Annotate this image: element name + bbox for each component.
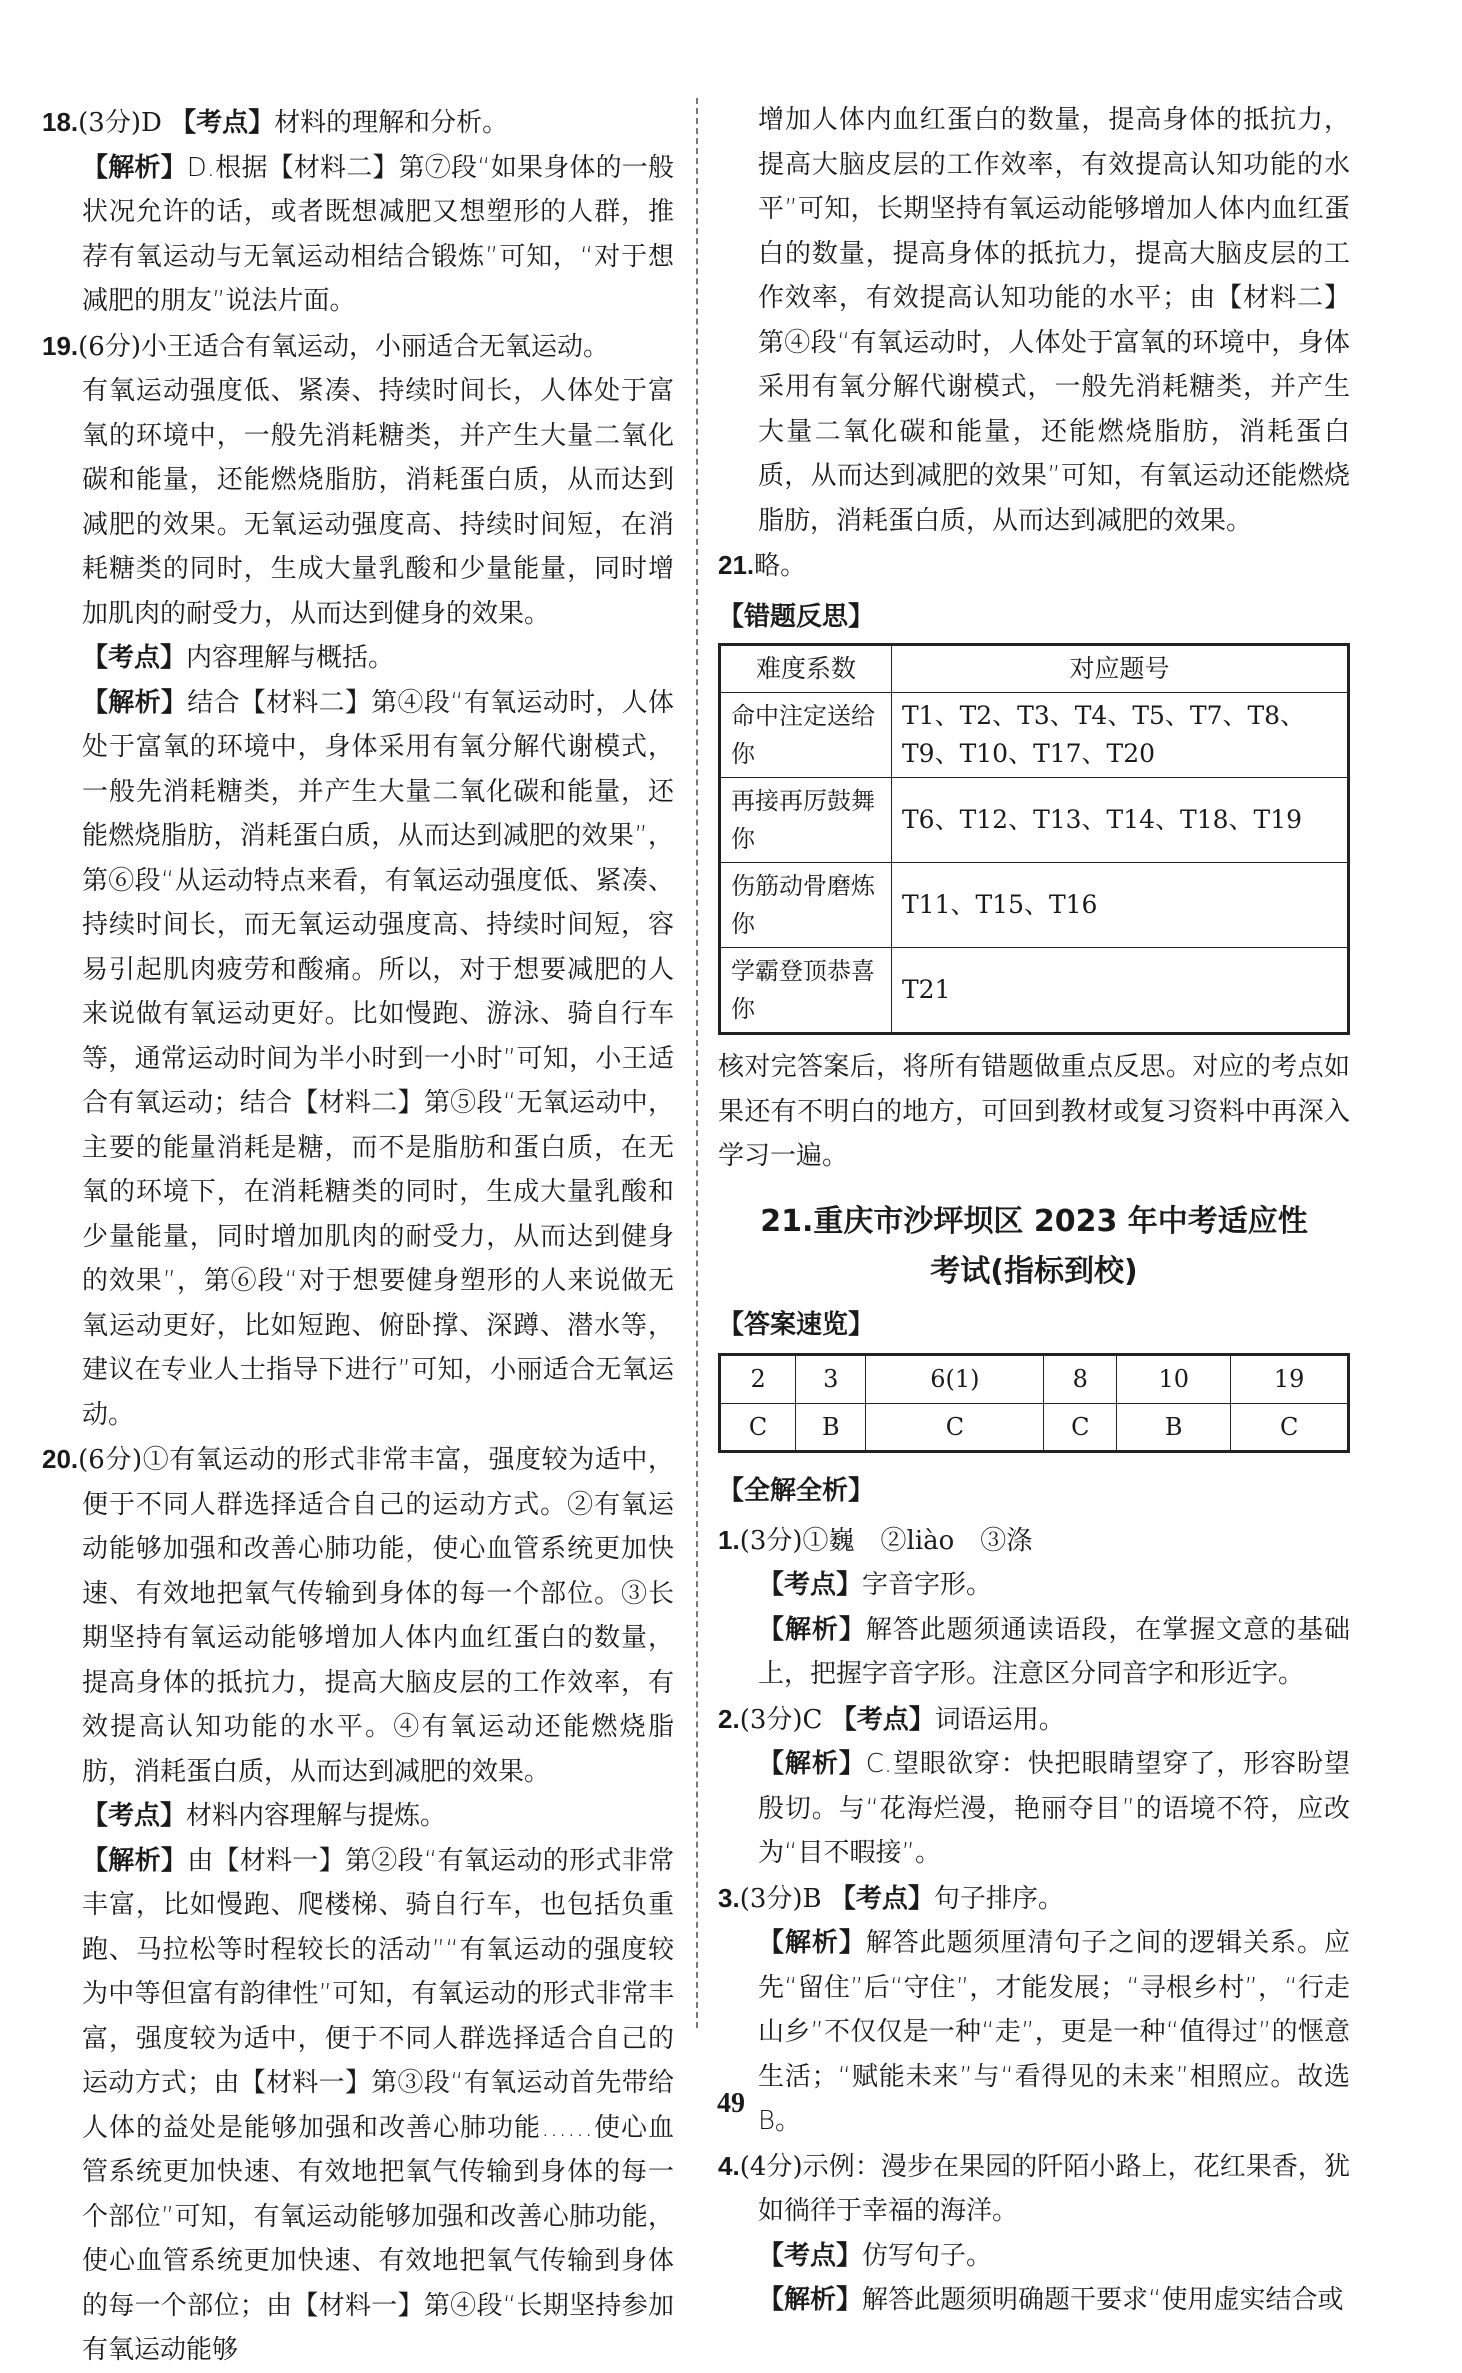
reflection-level: 学霸登顶恭喜你 xyxy=(720,948,892,1034)
answer-key-cell: C xyxy=(866,1403,1044,1452)
reflection-header-row xyxy=(720,645,1349,693)
q1-answer xyxy=(718,1518,1350,1564)
q4-kaodian xyxy=(718,2234,1350,2279)
q19-kaodian xyxy=(42,636,674,681)
q20-kaodian-text: 材料内容理解与提炼。 xyxy=(186,1801,447,1831)
q2-number: 2. xyxy=(718,1703,740,1734)
answer-key-cell: B xyxy=(1117,1403,1231,1452)
answer-question-cell: 19 xyxy=(1231,1355,1349,1404)
section-title-line1: 21.重庆市沙坪坝区 2023 年中考适应性 xyxy=(760,1203,1308,1239)
q3-head: (3分)B xyxy=(739,1883,822,1914)
q1-jiexi-tag: 【解析】 xyxy=(758,1614,866,1645)
q20-head: (6分)①有氧运动的形式非常丰富，强度较为适中，便于不同人群选择适合自己的运动方式。②有氧运动能够加强和改善心肺功能，使心血管系统更加快速、有效地把氧气传输到身体的每一个部位。③长期坚持有氧运动能够增加人体内血红蛋白的数量，提高身体的抵抗力，提高大脑皮层的工作效率，有效提高认知功能的水平。④有氧运动还能燃烧脂肪，消耗蛋白质，从而达到减肥的效果。 xyxy=(78,1445,674,1787)
column-divider xyxy=(696,98,698,2028)
reflection-level: 伤筋动骨磨炼你 xyxy=(720,863,892,948)
reflection-questions: T21 xyxy=(892,948,1349,1034)
q18-kaodian-tag: 【考点】 xyxy=(170,108,275,138)
reflection-level: 命中注定送给你 xyxy=(720,693,892,778)
q3-kaodian-tag: 【考点】 xyxy=(829,1883,934,1914)
table-row xyxy=(720,778,1349,863)
q3-number: 3. xyxy=(718,1882,740,1913)
q19-answer-head xyxy=(42,324,674,370)
reflection-questions: T1、T2、T3、T4、T5、T7、T8、T9、T10、T17、T20 xyxy=(892,693,1349,778)
q21-answer xyxy=(718,543,1350,589)
q2-jiexi-text: C.望眼欲穿：快把眼睛望穿了，形容盼望殷切。与“花海烂漫，艳丽夺目”的语境不符，应改为“目不暇接”。 xyxy=(758,1749,1350,1868)
q18-head: (3分)D xyxy=(78,108,162,138)
q2-answer xyxy=(718,1697,1350,1743)
q4-head: (4分)示例：漫步在果园的阡陌小路上，花红果香，犹如徜徉于幸福的海洋。 xyxy=(739,2151,1350,2226)
q3-jiexi-tag: 【解析】 xyxy=(758,1928,866,1958)
q21-number: 21. xyxy=(718,550,755,580)
answer-question-cell: 3 xyxy=(796,1355,866,1404)
q19-analysis xyxy=(42,681,674,1438)
q1-number: 1. xyxy=(718,1524,740,1555)
q4-answer xyxy=(718,2144,1350,2234)
q18-number: 18. xyxy=(42,107,79,137)
q1-kaodian xyxy=(718,1563,1350,1608)
q19-jiexi-text: 结合【材料二】第④段“有氧运动时，人体处于富氧的环境中，身体采用有氧分解代谢模式，一般先消耗糖类，并产生大量二氧化碳和能量，还能燃烧脂肪，消耗蛋白质，从而达到减肥的效果”，第⑥段“从运动特点来看，有氧运动强度低、紧凑、持续时间长，而无氧运动强度高、持续时间短，容易引起肌肉疲劳和酸痛。所以，对于想要减肥的人来说做有氧运动更好。比如慢跑、游泳、骑自行车等，通常运动时间为半小时到一小时”可知，小王适合有氧运动；结合【材料二】第⑤段“无氧运动中，主要的能量消耗是糖，而不是脂肪和蛋白质，在无氧的环境下，在消耗糖类的同时，生成大量乳酸和少量能量，同时增加肌肉的耐受力，从而达到健身的效果”，第⑥段“对于想要健身塑形的人来说做无氧运动更好，比如短跑、俯卧撑、深蹲、潜水等，建议在专业人士指导下进行”可知，小丽适合无氧运动。 xyxy=(82,687,674,1430)
answer-question-row xyxy=(720,1355,1349,1404)
q20-answer xyxy=(42,1437,674,1794)
table-row xyxy=(720,948,1349,1034)
section-title-line2: 考试(指标到校) xyxy=(930,1253,1138,1289)
q1-kaodian-text: 字音字形。 xyxy=(862,1570,993,1600)
table-row xyxy=(720,693,1349,778)
q20-number: 20. xyxy=(42,1444,79,1474)
q4-number: 4. xyxy=(718,2150,740,2181)
answer-question-cell: 8 xyxy=(1044,1355,1117,1404)
reflection-level: 再接再厉鼓舞你 xyxy=(720,778,892,863)
q19-answer-body: 有氧运动强度低、紧凑、持续时间长，人体处于富氧的环境中，一般先消耗糖类，并产生大量二氧化碳和能量，还能燃烧脂肪，消耗蛋白质，从而达到减肥的效果。无氧运动强度高、持续时间短，在消耗糖类的同时，生成大量乳酸和少量能量，同时增加肌肉的耐受力，从而达到健身的效果。 xyxy=(82,376,674,629)
q4-kaodian-tag: 【考点】 xyxy=(758,2240,863,2271)
reflection-note: 核对完答案后，将所有错题做重点反思。对应的考点如果还有不明白的地方，可回到教材或复习资料中再深入学习一遍。 xyxy=(718,1052,1350,1171)
reflection-header-level: 难度系数 xyxy=(720,645,892,693)
answer-key-cell: C xyxy=(720,1403,796,1452)
answer-question-cell: 6(1) xyxy=(866,1355,1044,1404)
q1-head: (3分)①巍 ②liào ③涤 xyxy=(739,1525,1033,1556)
reflection-questions: T11、T15、T16 xyxy=(892,863,1349,948)
answer-overview-table xyxy=(718,1353,1350,1453)
q20-analysis-continued: 增加人体内血红蛋白的数量，提高身体的抵抗力，提高大脑皮层的工作效率，有效提高认知功能的水平”可知，长期坚持有氧运动能够增加人体内血红蛋白的数量，提高身体的抵抗力，提高大脑皮层的工作效率，有效提高认知功能的水平；由【材料二】第④段“有氧运动时，人体处于富氧的环境中，身体采用有氧分解代谢模式，一般先消耗糖类，并产生大量二氧化碳和能量，还能燃烧脂肪，消耗蛋白质，从而达到减肥的效果”可知，有氧运动还能燃烧脂肪，消耗蛋白质，从而达到减肥的效果。 xyxy=(758,105,1350,536)
q19-kaodian-text: 内容理解与概括。 xyxy=(186,643,395,673)
answer-overview-title: 【答案速览】 xyxy=(718,1309,875,1340)
q18-analysis xyxy=(42,146,674,324)
answer-key-cell: B xyxy=(796,1403,866,1452)
q20-jiexi-text: 由【材料一】第②段“有氧运动的形式非常丰富，比如慢跑、爬楼梯、骑自行车，也包括负重跑、马拉松等时程较长的活动”“有氧运动的强度较为中等但富有韵律性”可知，有氧运动的形式非常丰富，强度较为适中，便于不同人群选择适合自己的运动方式；由【材料一】第③段“有氧运动首先带给人体的益处是能够加强和改善心肺功能……使心血管系统更加快速、有效地把氧气传输到身体的每一个部位”可知，有氧运动能够加强和改善心肺功能，使心血管系统更加快速、有效地把氧气传输到身体的每一个部位；由【材料一】第④段“长期坚持参加有氧运动能够 xyxy=(82,1845,674,2365)
q2-analysis xyxy=(718,1742,1350,1876)
reflection-table xyxy=(718,643,1350,1035)
q1-kaodian-tag: 【考点】 xyxy=(758,1570,863,1600)
q18-jiexi-text: D.根据【材料二】第⑦段“如果身体的一般状况允许的话，或者既想减肥又想塑形的人群，推荐有氧运动与无氧运动相结合锻炼”可知，“对于想减肥的朋友”说法片面。 xyxy=(82,152,674,316)
answer-question-cell: 10 xyxy=(1117,1355,1231,1404)
q20-kaodian xyxy=(42,1794,674,1839)
q4-kaodian-text: 仿写句子。 xyxy=(862,2240,993,2271)
reflection-questions: T6、T12、T13、T14、T18、T19 xyxy=(892,778,1349,863)
q2-kaodian-tag: 【考点】 xyxy=(830,1704,935,1735)
q3-kaodian-text: 句子排序。 xyxy=(933,1883,1064,1914)
full-analysis-title: 【全解全析】 xyxy=(718,1476,875,1506)
left-column xyxy=(42,100,674,2373)
q19-kaodian-tag: 【考点】 xyxy=(82,643,187,673)
q18-kaodian-text: 材料的理解和分析。 xyxy=(274,108,509,138)
answer-key-cell: C xyxy=(1231,1403,1349,1452)
q19-jiexi-tag: 【解析】 xyxy=(82,687,188,718)
right-column xyxy=(718,98,1350,2323)
q20-kaodian-tag: 【考点】 xyxy=(82,1801,187,1831)
q18-answer xyxy=(42,100,674,146)
q4-analysis xyxy=(718,2278,1350,2323)
q18-jiexi-tag: 【解析】 xyxy=(82,152,187,183)
q19-number: 19. xyxy=(42,330,79,361)
q1-analysis xyxy=(718,1608,1350,1697)
page-number: 49 xyxy=(717,2088,745,2119)
q2-jiexi-tag: 【解析】 xyxy=(758,1749,866,1779)
q4-jiexi-text: 解答此题须明确题干要求“使用虚实结合或 xyxy=(862,2285,1344,2315)
q20-jiexi-tag: 【解析】 xyxy=(82,1845,188,1876)
reflection-title: 【错题反思】 xyxy=(718,601,875,632)
q1-jiexi-text: 解答此题须通读语段，在掌握文意的基础上，把握字音字形。注意区分同音字和形近字。 xyxy=(758,1614,1350,1689)
table-row xyxy=(720,863,1349,948)
q2-kaodian-text: 词语运用。 xyxy=(934,1704,1065,1735)
section-title xyxy=(718,1197,1350,1297)
answer-key-row xyxy=(720,1403,1349,1452)
reflection-header-questions: 对应题号 xyxy=(892,645,1349,693)
answer-key-cell: C xyxy=(1044,1403,1117,1452)
q19-head: (6分)小王适合有氧运动，小丽适合无氧运动。 xyxy=(78,331,609,362)
q2-head: (3分)C xyxy=(739,1704,823,1735)
answer-question-cell: 2 xyxy=(720,1355,796,1404)
q4-jiexi-tag: 【解析】 xyxy=(758,2285,863,2315)
q3-jiexi-text: 解答此题须厘清句子之间的逻辑关系。应先“留住”后“守住”，才能发展；“寻根乡村”，“行走山乡”不仅仅是一种“走”，更是一种“值得过”的惬意生活；“赋能未来”与“看得见的未来”相照应。故选B。 xyxy=(758,1928,1350,2136)
q3-answer xyxy=(718,1876,1350,1922)
q21-text: 略。 xyxy=(754,551,807,581)
